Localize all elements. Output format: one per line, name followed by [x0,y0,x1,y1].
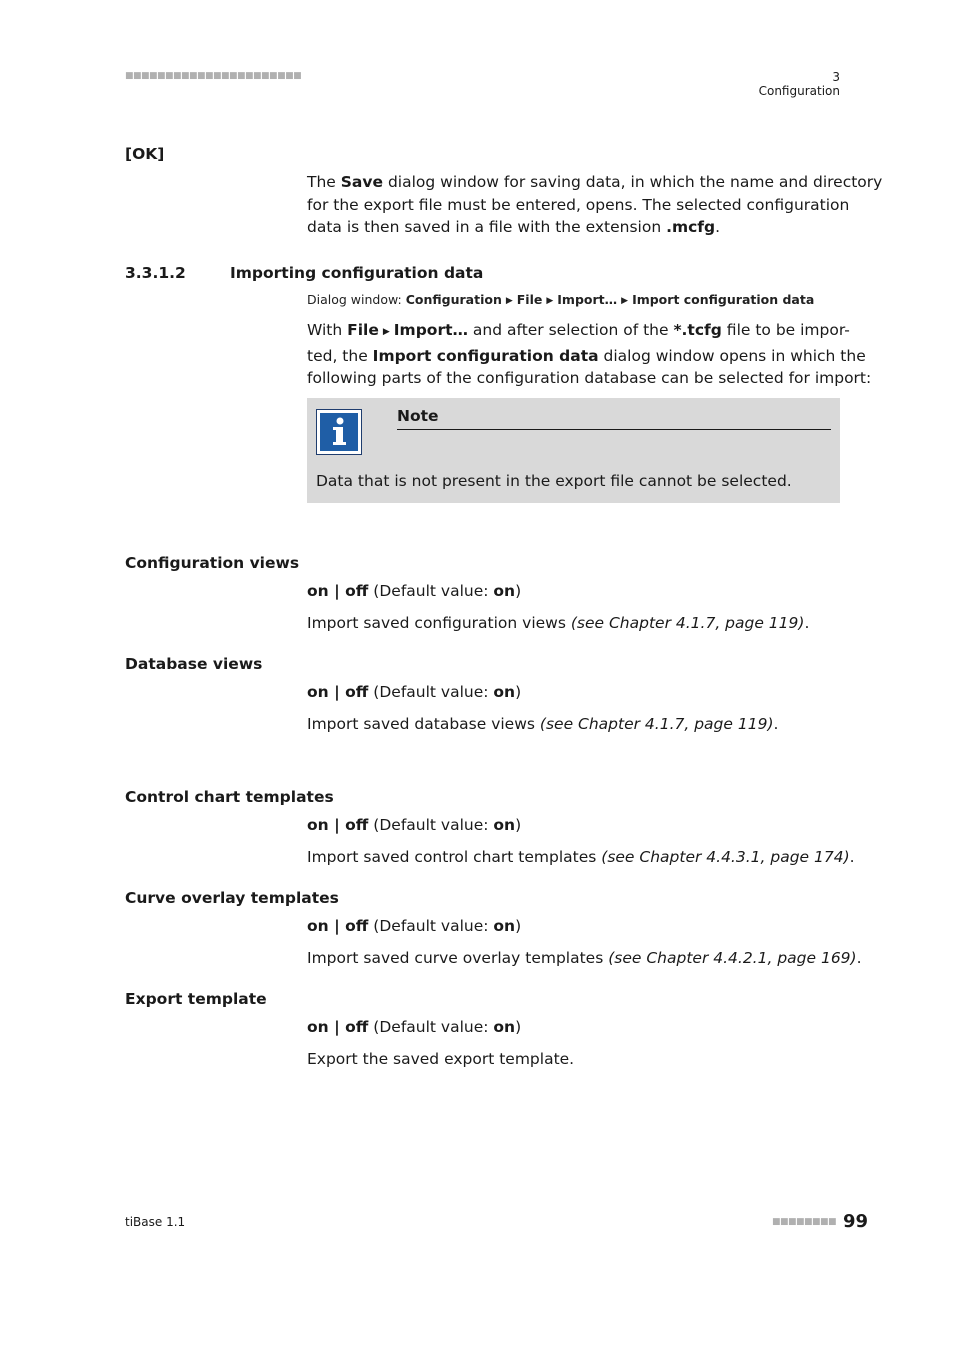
header-dots: ■■■■■■■■■■■■■■■■■■■■■■ [125,71,302,81]
section-number: 3.3.1.2 [125,264,186,282]
ok-description: The Save dialog window for saving data, in which the name and directory for the export file must be entered, opens. The selected configuration data is then saved in a file with the extension .mcfg. [307,173,883,236]
header-chapter: 3 Configuration [758,70,840,98]
param-values: on | off (Default value: on) [307,917,522,935]
param-description: Export the saved export template. [307,1050,575,1068]
param-values: on | off (Default value: on) [307,1018,522,1036]
note-title: Note [397,407,439,425]
param-name-configuration-views: Configuration views [125,554,300,572]
param-values: on | off (Default value: on) [307,683,522,701]
triangle-icon: ▶ [382,327,390,337]
chapter-reference[interactable]: (see Chapter 4.4.3.1, page 174) [601,848,850,866]
info-icon [316,409,362,455]
page-number: 99 [843,1211,869,1232]
triangle-icon: ▶ [621,296,629,306]
intro-paragraph: With File ▶ Import… and after selection of the *.tcfg file to be impor- ted, the Import configuration data dialog window opens in which the following parts of the configuration database can be selected for import: [307,321,872,387]
param-description: Import saved curve overlay templates (see Chapter 4.4.2.1, page 169). [307,949,862,967]
param-values: on | off (Default value: on) [307,582,522,600]
footer-product: tiBase 1.1 [125,1215,186,1229]
param-name-database-views: Database views [125,655,263,673]
triangle-icon: ▶ [505,296,513,306]
triangle-icon: ▶ [546,296,554,306]
param-values: on | off (Default value: on) [307,816,522,834]
dialog-path: Dialog window: Configuration ▶ File ▶ Import… ▶ Import configuration data [307,292,815,307]
section-title: Importing configuration data [230,264,484,282]
param-description: Import saved database views (see Chapter 4.1.7, page 119). [307,715,779,733]
chapter-reference[interactable]: (see Chapter 4.1.7, page 119) [539,715,774,733]
param-description: Import saved configuration views (see Chapter 4.1.7, page 119). [307,614,810,632]
param-description: Import saved control chart templates (see Chapter 4.4.3.1, page 174). [307,848,855,866]
note-box [307,398,840,503]
footer-dots: ■■■■■■■■ [772,1217,837,1227]
note-divider [397,429,831,430]
chapter-reference[interactable]: (see Chapter 4.4.2.1, page 169) [608,949,857,967]
param-name-export-template: Export template [125,990,267,1008]
ok-heading: [OK] [125,145,165,163]
param-name-curve-overlay-templates: Curve overlay templates [125,889,339,907]
note-text: Data that is not present in the export file cannot be selected. [316,472,792,490]
chapter-reference[interactable]: (see Chapter 4.1.7, page 119) [570,614,805,632]
param-name-control-chart-templates: Control chart templates [125,788,334,806]
